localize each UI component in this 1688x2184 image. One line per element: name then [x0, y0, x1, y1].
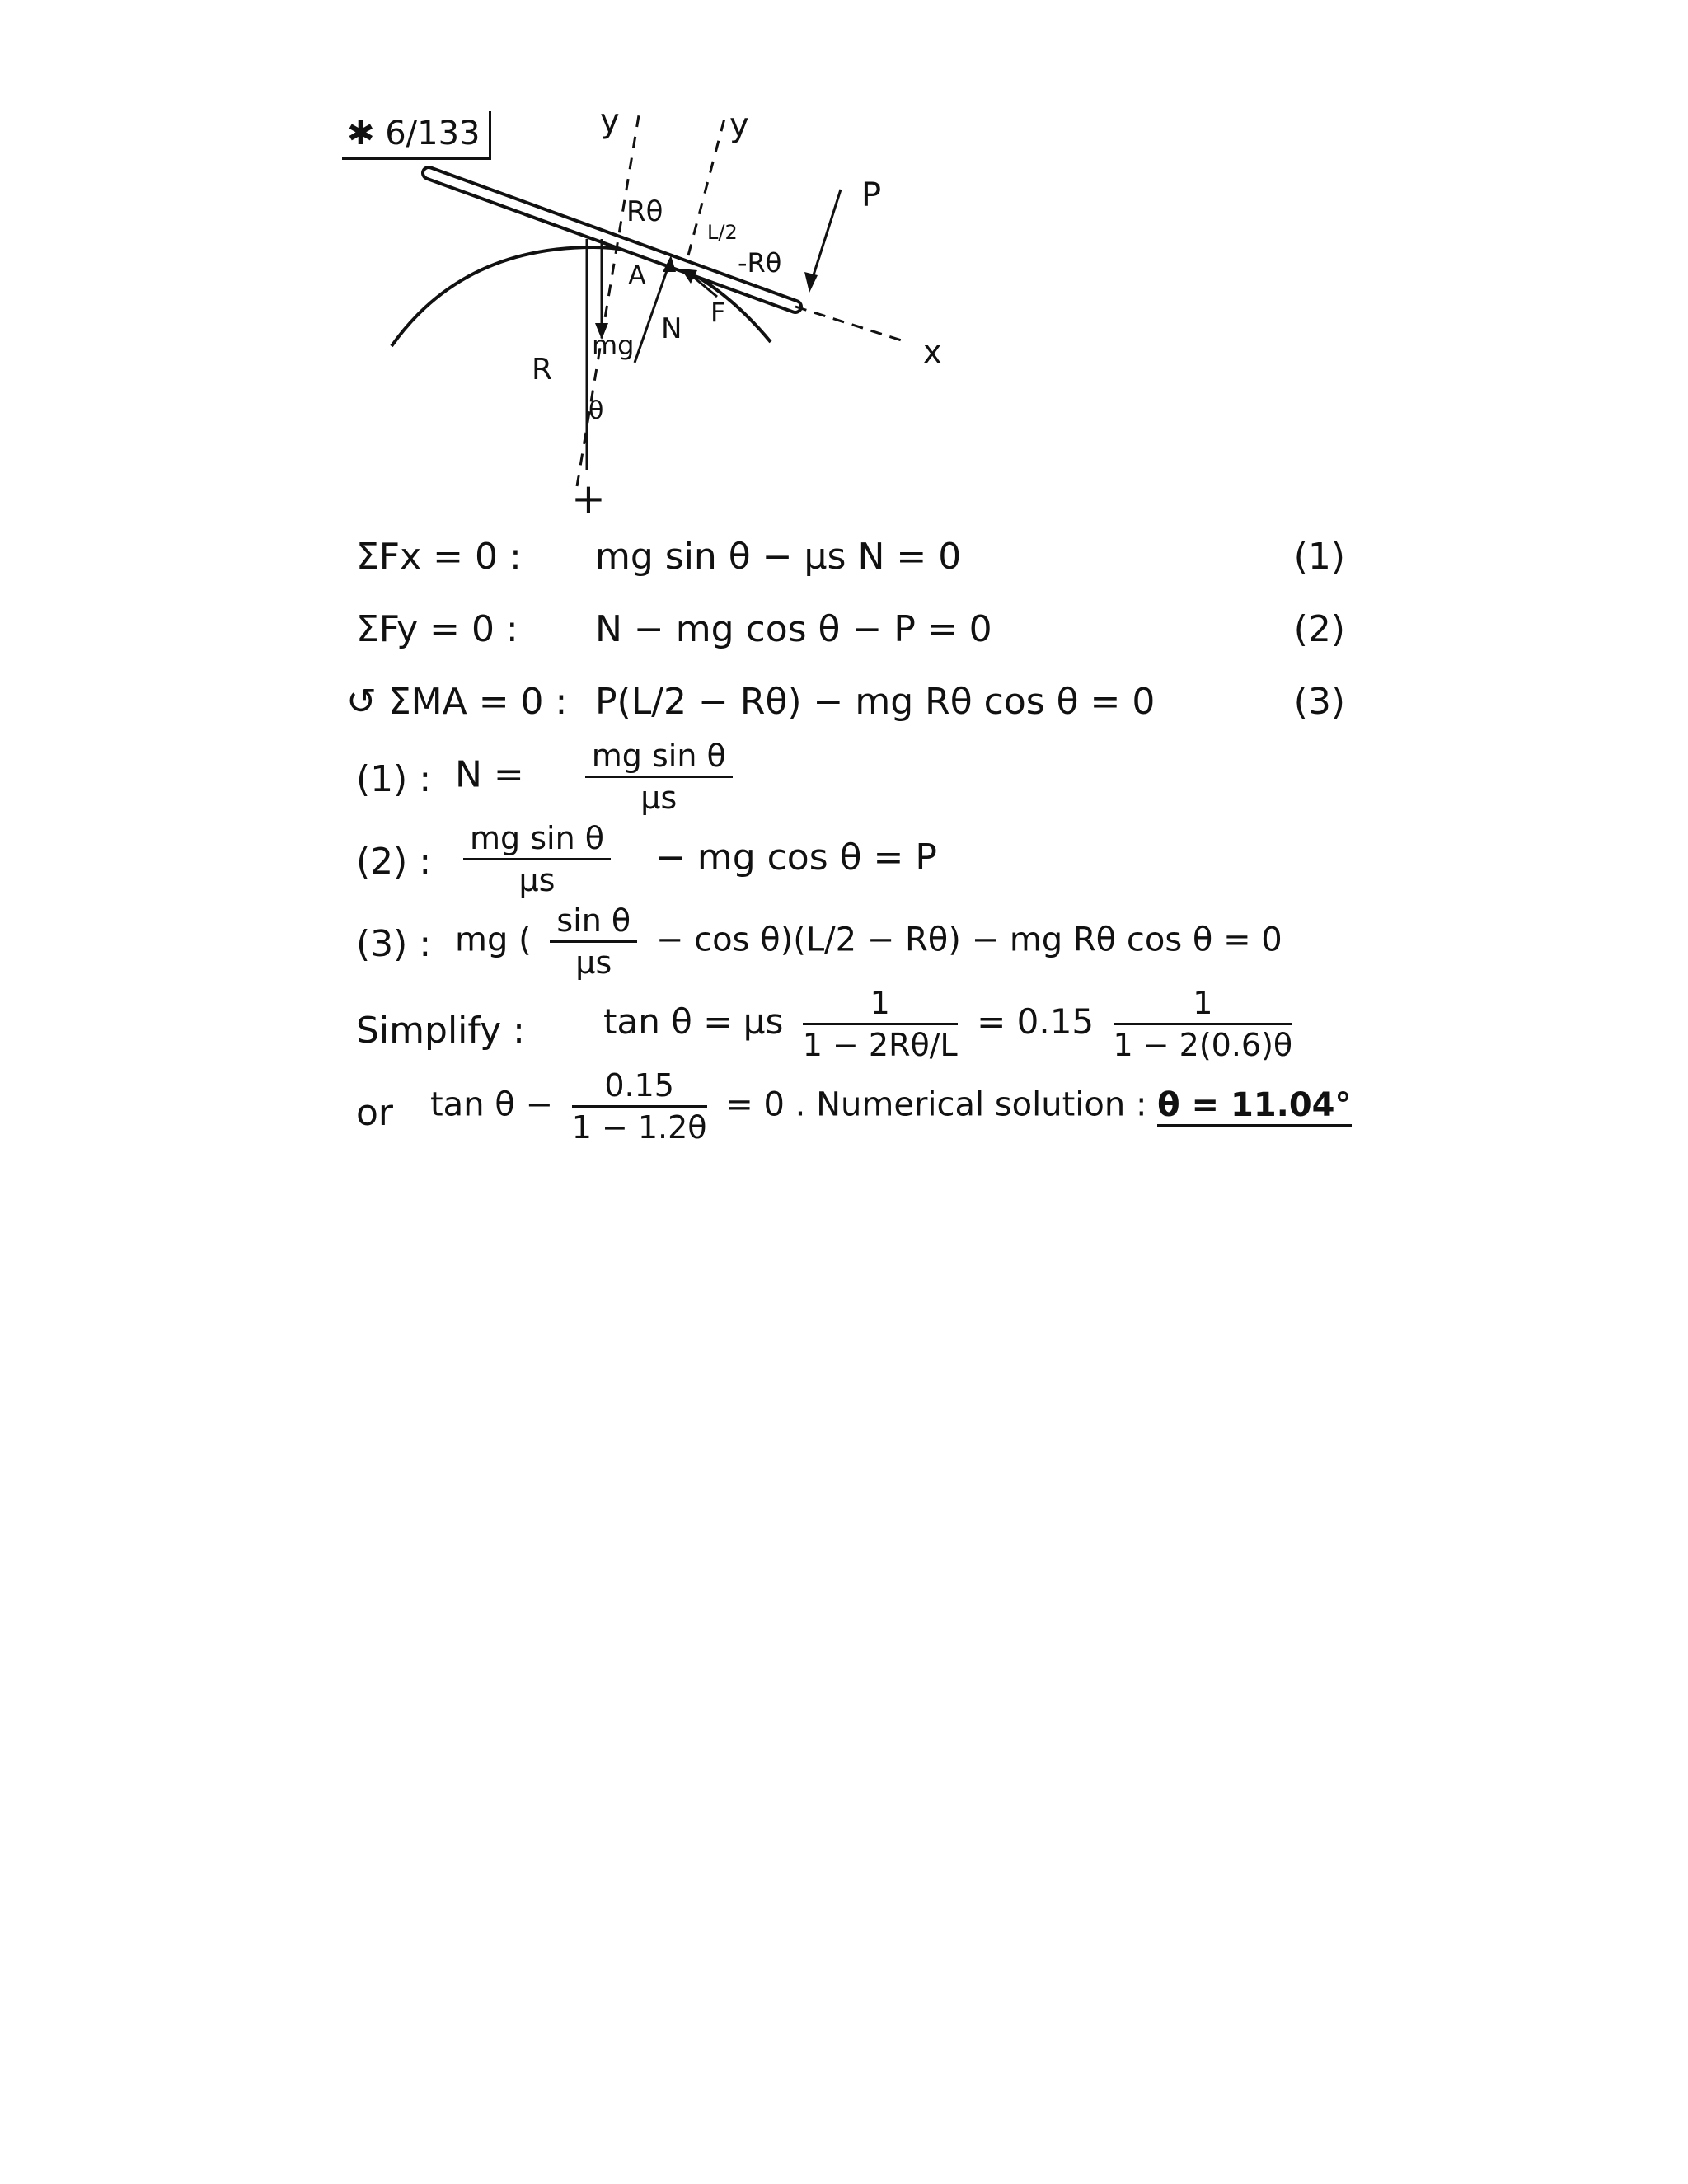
eq2-rhs: N − mg cos θ − P = 0 — [595, 608, 992, 650]
eq1-lhs: ΣFx = 0 : — [356, 536, 522, 578]
simplify-line — [356, 985, 1345, 1080]
final-pre: tan θ − — [430, 1085, 553, 1124]
step2-frac-den: μs — [518, 862, 556, 898]
final-frac-num: 0.15 — [572, 1067, 707, 1108]
free-body-diagram — [0, 0, 1688, 536]
step2-lhs: (2) : — [356, 841, 432, 883]
final-frac-den: 1 − 1.2θ — [571, 1109, 707, 1146]
label-minus-r-theta: -Rθ — [738, 247, 782, 279]
p-arrowhead — [804, 272, 818, 293]
step2-rest: − mg cos θ = P — [654, 836, 937, 879]
simplify-body — [603, 985, 1301, 1063]
label-mg: mg — [592, 330, 635, 361]
step1-text: N = — [455, 753, 524, 796]
eq2-lhs: ΣFy = 0 : — [356, 608, 518, 650]
final-body — [430, 1067, 1352, 1146]
step3-fraction — [550, 902, 637, 981]
simplify-fraction-2 — [1114, 985, 1293, 1063]
step1-fraction — [585, 738, 733, 816]
equation-2 — [356, 608, 1345, 674]
step1-frac-num: mg sin θ — [585, 738, 733, 778]
step-3 — [356, 902, 1345, 993]
step3-frac-den: μs — [575, 944, 612, 981]
final-line — [356, 1067, 1386, 1162]
final-fraction — [572, 1067, 707, 1146]
equation-3 — [346, 681, 1345, 747]
step1-body — [455, 738, 741, 816]
eq2-number: (2) — [1293, 608, 1345, 650]
simplify-frac1-den: 1 − 2Rθ/L — [802, 1027, 958, 1063]
step1-lhs: (1) : — [356, 758, 432, 800]
eq1-rhs: mg sin θ − μs N = 0 — [595, 536, 962, 578]
label-y-right: y — [729, 106, 749, 144]
step3-rest: − cos θ)(L/2 − Rθ) − mg Rθ cos θ = 0 — [655, 921, 1282, 959]
label-f: F — [710, 297, 726, 328]
step1-frac-den: μs — [640, 780, 678, 816]
step2-frac-num: mg sin θ — [463, 820, 611, 860]
x-axis — [795, 307, 907, 342]
step3-pre: mg ( — [455, 921, 532, 959]
simplify-mid: = 0.15 — [977, 1001, 1095, 1042]
problem-label: ✱ 6/133 — [342, 111, 491, 160]
step2-body — [455, 820, 937, 898]
center-mark: + — [571, 475, 606, 523]
label-r: R — [532, 353, 553, 387]
simplify-lhs: Simplify : — [356, 1010, 525, 1052]
label-n: N — [661, 312, 682, 345]
final-mid: = 0 . Numerical solution : — [725, 1085, 1147, 1124]
simplify-frac2-den: 1 − 2(0.6)θ — [1113, 1027, 1293, 1063]
step-1 — [356, 738, 1345, 828]
step3-lhs: (3) : — [356, 923, 432, 965]
label-a: A — [628, 260, 646, 291]
final-answer: θ = 11.04° — [1157, 1086, 1351, 1127]
label-y-left: y — [600, 102, 620, 140]
step2-fraction — [463, 820, 611, 898]
simplify-pre: tan θ = μs — [603, 1001, 784, 1042]
eq1-number: (1) — [1293, 536, 1345, 578]
simplify-fraction-1 — [803, 985, 958, 1063]
step3-body — [455, 902, 1282, 981]
label-l-over-2: L/2 — [707, 221, 738, 244]
step-2 — [356, 820, 1345, 911]
label-p: P — [861, 176, 882, 214]
equation-1 — [356, 536, 1345, 602]
label-x: x — [923, 334, 942, 370]
simplify-frac2-num: 1 — [1114, 985, 1293, 1025]
label-theta: θ — [588, 396, 604, 425]
eq3-rhs: P(L/2 − Rθ) − mg Rθ cos θ = 0 — [595, 681, 1156, 723]
final-lhs: or — [356, 1092, 394, 1134]
label-r-theta: Rθ — [626, 195, 663, 228]
eq3-lhs: ↺ ΣMA = 0 : — [346, 681, 568, 723]
eq3-number: (3) — [1293, 681, 1345, 723]
simplify-frac1-num: 1 — [803, 985, 958, 1025]
step3-frac-num: sin θ — [550, 902, 637, 943]
